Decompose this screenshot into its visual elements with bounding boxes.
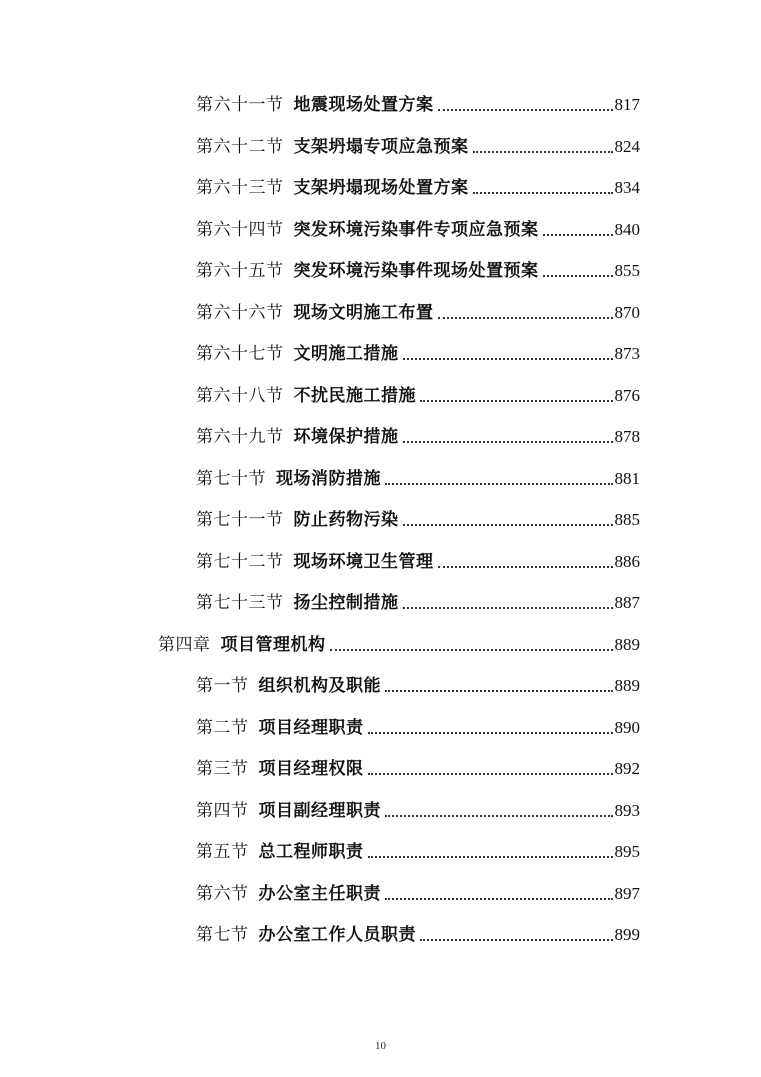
toc-entry-page: 893 [614,800,640,820]
toc-entry-page: 855 [614,261,640,280]
dot-leader [330,648,613,651]
toc-entry[interactable] [196,752,640,780]
toc-entry-label: 第六节 [196,883,249,904]
toc-entry[interactable] [196,545,640,573]
toc-entry-title: 组织机构及职能 [258,676,381,696]
toc-entry[interactable] [196,835,640,863]
toc-entry-label: 第三节 [196,759,249,779]
toc-entry-title: 地震现场处置方案 [293,95,434,115]
toc-entry-label: 第六十二节 [196,136,284,157]
toc-entry-page: 890 [614,717,640,737]
toc-entry-title: 防止药物污染 [293,510,399,530]
toc-entry[interactable] [196,586,640,614]
dot-leader [473,150,613,153]
toc-entry-page: 840 [614,219,640,239]
toc-entry[interactable] [196,296,640,324]
toc-entry[interactable] [196,794,640,822]
toc-entry-title: 项目副经理职责 [258,800,381,821]
toc-entry-page: 876 [614,385,640,405]
dot-leader [543,274,613,277]
toc-entry-page: 878 [614,427,640,446]
toc-entry-page: 834 [614,178,640,197]
toc-entry-label: 第七十二节 [196,551,284,572]
toc-entry[interactable] [196,130,640,158]
dot-leader [368,731,613,734]
toc-entry-title: 现场环境卫生管理 [293,551,434,572]
dot-leader [368,855,613,858]
toc-entry-label: 第七十三节 [196,593,284,613]
toc-entry-page: 897 [614,883,640,903]
dot-leader [403,606,613,609]
dot-leader [385,689,613,692]
toc-entry[interactable] [196,877,640,905]
toc-chapter-entry[interactable] [158,628,640,656]
dot-leader [420,399,613,402]
toc-entry-page: 895 [614,842,640,861]
toc-entry[interactable] [196,337,640,365]
toc-entry-title: 文明施工措施 [293,344,399,364]
dot-leader [543,233,613,236]
toc-entry-title: 现场文明施工布置 [293,302,434,323]
toc-entry-label: 第七十一节 [196,510,284,530]
toc-entry-label: 第六十六节 [196,302,284,323]
dot-leader [385,897,613,900]
toc-entry-page: 870 [614,302,640,322]
toc-entry[interactable] [196,503,640,531]
toc-entry-title: 总工程师职责 [258,842,364,862]
toc-entry-label: 第七节 [196,925,249,945]
toc-entry-label: 第二节 [196,717,249,738]
toc-entry[interactable] [196,918,640,946]
toc-entry-title: 扬尘控制措施 [293,593,399,613]
toc-entry-page: 817 [614,95,640,114]
toc-entry-label: 第四章 [158,634,211,655]
dot-leader [403,357,613,360]
toc-entry[interactable] [196,171,640,199]
dot-leader [385,482,613,485]
dot-leader [438,316,613,319]
toc-entry-label: 第一节 [196,676,249,696]
toc-entry-page: 889 [614,676,640,695]
toc-entry-label: 第六十一节 [196,95,284,115]
toc-entry-page: 892 [614,759,640,778]
toc-entry-label: 第六十七节 [196,344,284,364]
toc-entry-label: 第四节 [196,800,249,821]
toc-entry-page: 885 [614,510,640,529]
toc-entry-title: 项目管理机构 [220,634,326,655]
toc-entry-title: 支架坍塌现场处置方案 [293,178,469,198]
dot-leader [368,772,613,775]
toc-entry-page: 886 [614,551,640,571]
toc-entry[interactable] [196,254,640,282]
dot-leader [403,440,613,443]
toc-entry-title: 现场消防措施 [276,468,381,489]
dot-leader [438,565,613,568]
toc-entry[interactable] [196,711,640,739]
toc-entry-page: 873 [614,344,640,363]
toc-entry-title: 环境保护措施 [293,427,399,447]
toc-entry-title: 支架坍塌专项应急预案 [293,136,469,157]
toc-entry-label: 第七十节 [196,468,266,489]
toc-entry-label: 第六十三节 [196,178,284,198]
toc-entry-title: 项目经理职责 [258,717,364,738]
toc-entry-title: 办公室工作人员职责 [258,925,416,945]
dot-leader [385,814,613,817]
dot-leader [438,108,613,111]
page-number: 10 [375,1040,386,1052]
toc-entry-label: 第五节 [196,842,249,862]
toc-entry-title: 办公室主任职责 [258,883,381,904]
toc-entry-label: 第六十四节 [196,219,284,240]
toc-entry[interactable] [196,462,640,490]
toc-entry[interactable] [196,213,640,241]
toc-entry-title: 不扰民施工措施 [293,385,416,406]
toc-entry-label: 第六十五节 [196,261,284,281]
toc-entry-label: 第六十八节 [196,385,284,406]
toc-entry-page: 899 [614,925,640,944]
toc-entry-page: 881 [614,468,640,488]
dot-leader [473,191,613,194]
toc-entry-page: 887 [614,593,640,612]
toc-entry-page: 824 [614,136,640,156]
dot-leader [420,938,613,941]
toc-entry[interactable] [196,420,640,448]
dot-leader [403,523,613,526]
toc-entry-label: 第六十九节 [196,427,284,447]
toc-entry[interactable] [196,669,640,697]
toc-entry[interactable] [196,88,640,116]
toc-entry-title: 突发环境污染事件现场处置预案 [293,261,539,281]
toc-entry-title: 突发环境污染事件专项应急预案 [293,219,539,240]
toc-entry-page: 889 [614,634,640,654]
toc-entry[interactable] [196,379,640,407]
toc-entry-title: 项目经理权限 [258,759,364,779]
